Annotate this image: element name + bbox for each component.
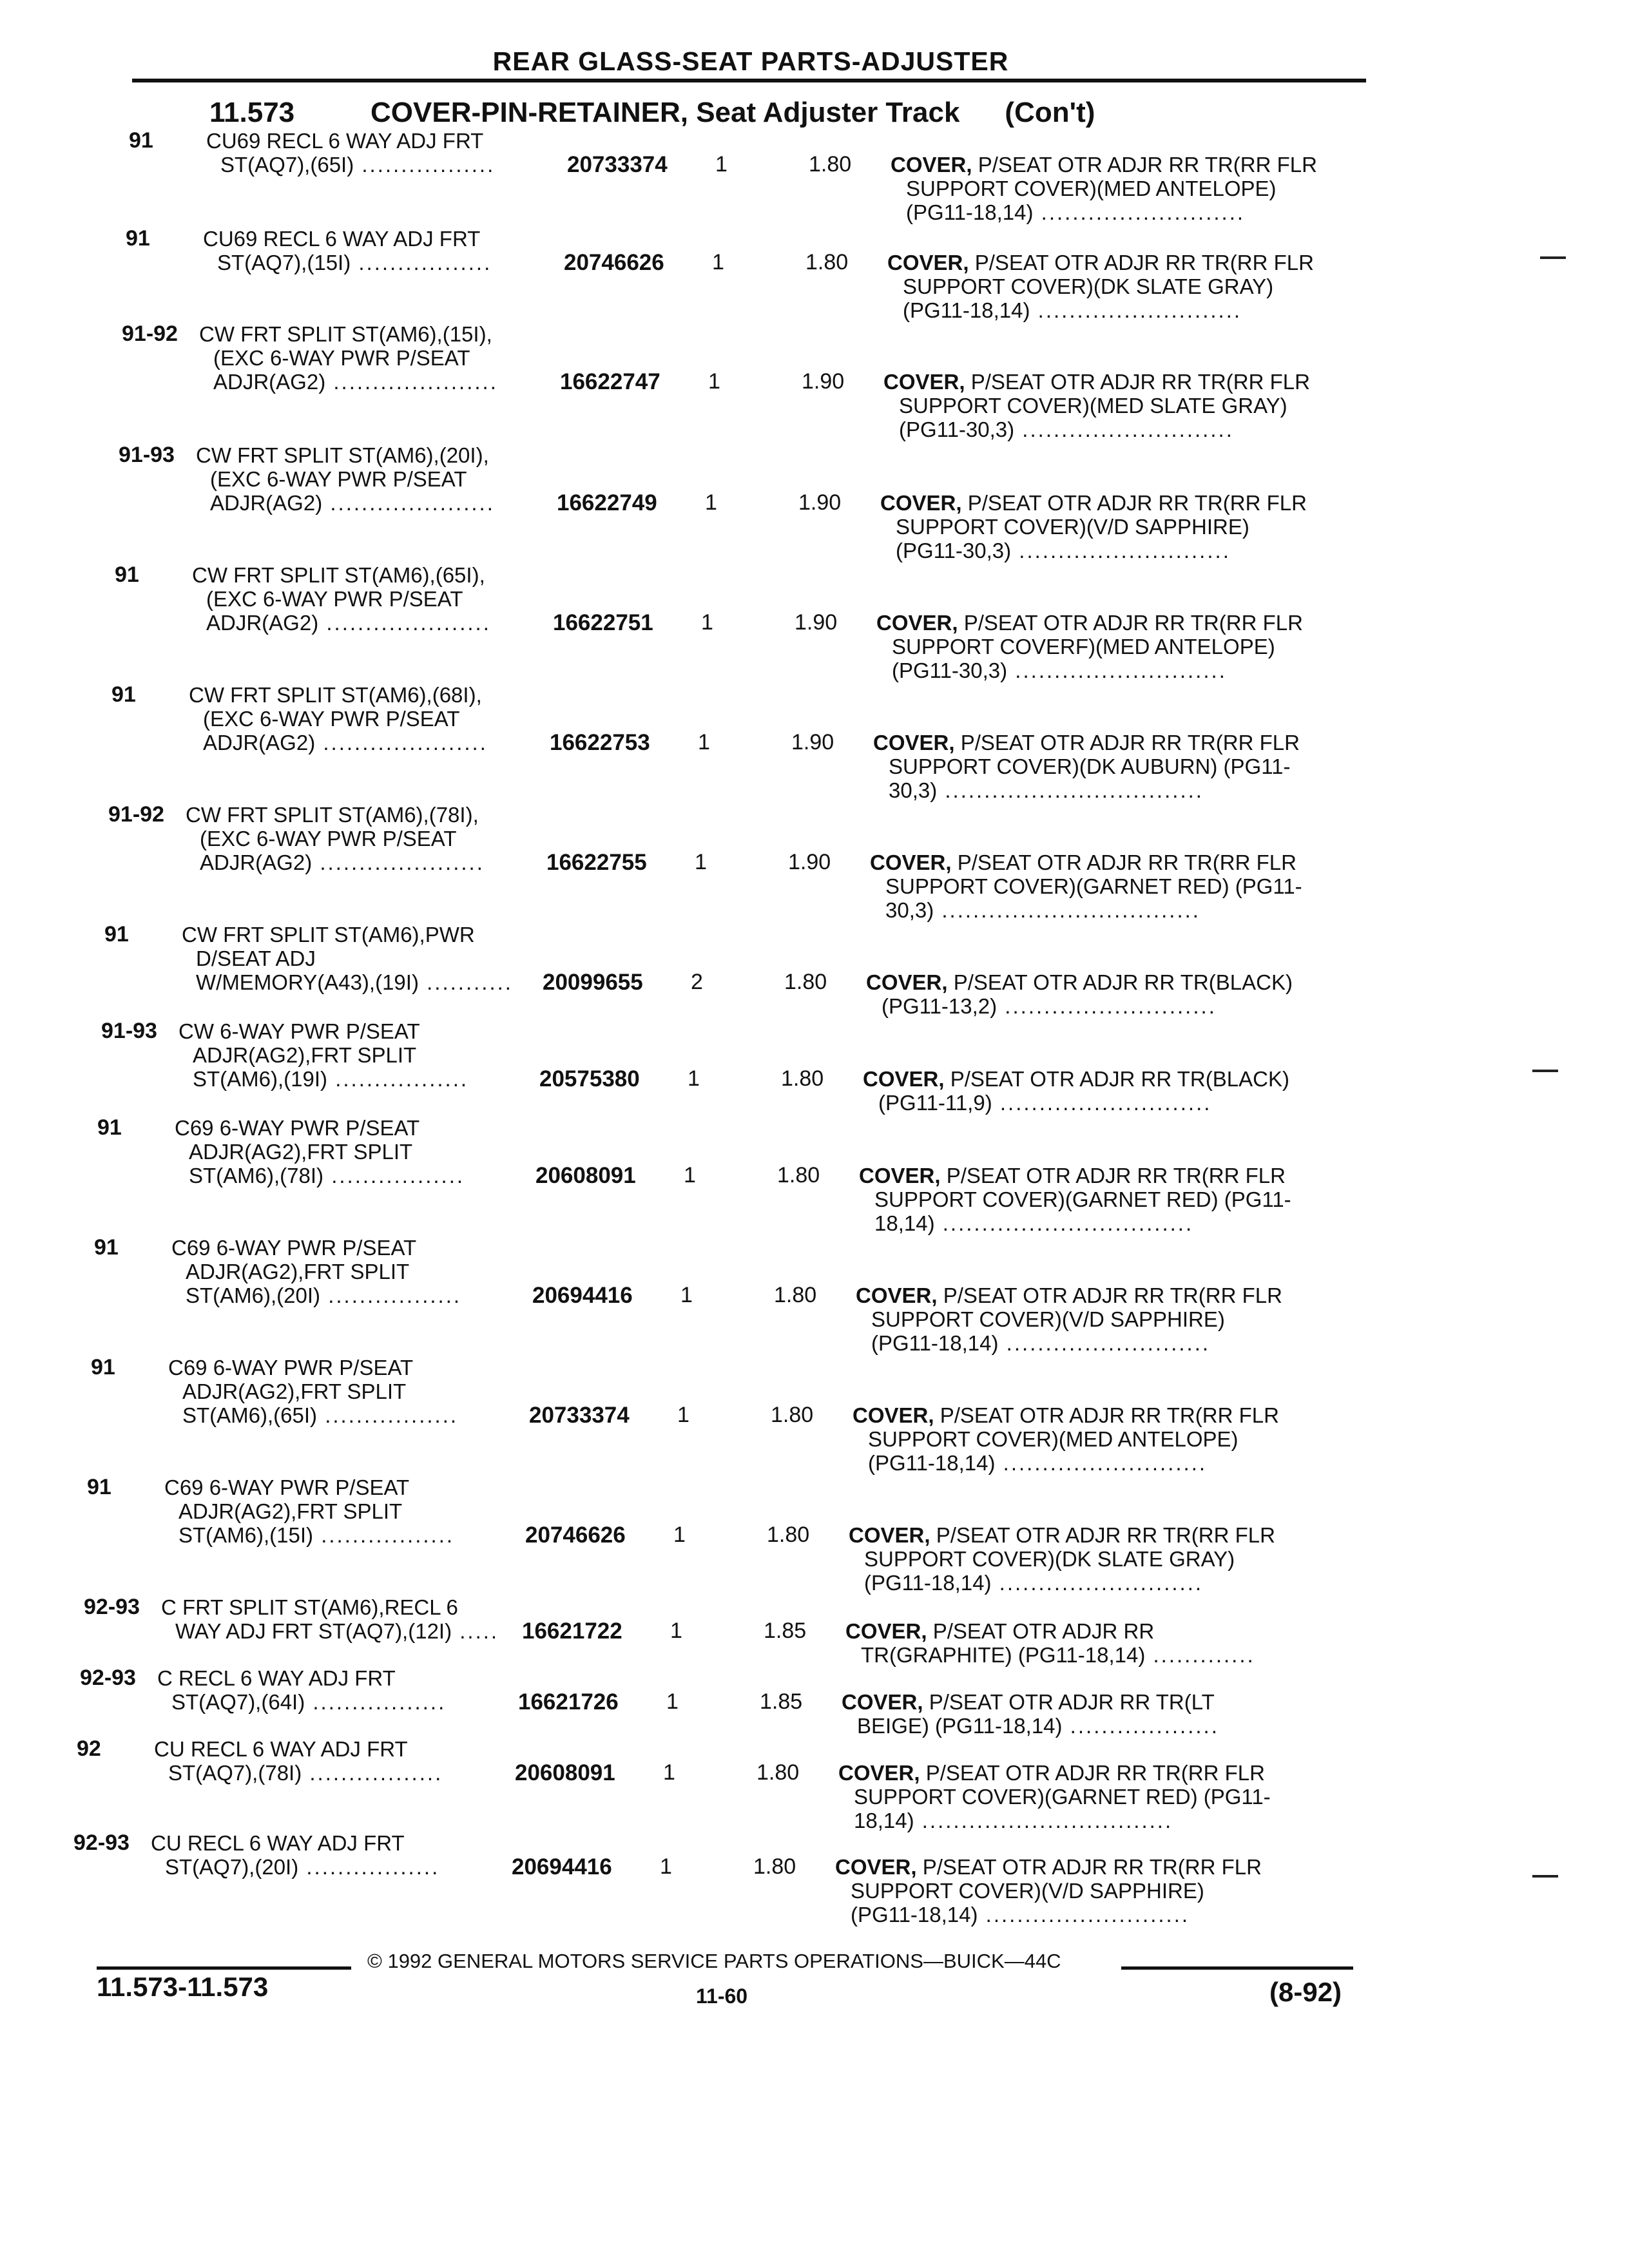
- leader-dots: ..........................: [995, 1451, 1208, 1475]
- application-description: [206, 129, 567, 177]
- part-description-line: SUPPORT COVER)(V/D SAPPHIRE): [896, 515, 1249, 539]
- part-number: 16622753: [550, 730, 650, 755]
- model-years: 91: [129, 128, 153, 153]
- description-line: (EXC 6-WAY PWR P/SEAT: [206, 587, 463, 611]
- part-number: 20694416: [512, 1854, 612, 1879]
- description-line: C FRT SPLIT ST(AM6),RECL 6: [161, 1595, 458, 1619]
- leader-dots: ................................: [934, 1211, 1194, 1235]
- part-description: [838, 1761, 1315, 1832]
- description-line: CW 6-WAY PWR P/SEAT: [178, 1019, 420, 1043]
- section-continued: (Con't): [1005, 97, 1095, 128]
- description-line: ADJR(AG2): [200, 850, 313, 874]
- quantity: 1: [701, 610, 713, 635]
- quantity: 1: [712, 250, 724, 274]
- part-number: 20694416: [532, 1283, 633, 1308]
- leader-dots: ..........................: [998, 1331, 1211, 1355]
- part-description-line: COVER, P/SEAT OTR ADJR RR: [845, 1619, 1155, 1643]
- description-line: ST(AM6),(65I): [182, 1403, 318, 1427]
- part-description-line: SUPPORT COVERF)(MED ANTELOPE): [892, 635, 1275, 658]
- description-line: CU69 RECL 6 WAY ADJ FRT: [206, 129, 484, 153]
- part-description-line: SUPPORT COVER)(V/D SAPPHIRE): [871, 1307, 1225, 1331]
- quantity: 1: [666, 1689, 679, 1714]
- model-years: 92-93: [73, 1831, 130, 1855]
- unit-value: 1.80: [767, 1523, 810, 1547]
- part-description-line: (PG11-18,14): [868, 1451, 996, 1475]
- application-description: [186, 803, 546, 874]
- description-line: C69 6-WAY PWR P/SEAT: [175, 1116, 420, 1140]
- quantity: 1: [684, 1163, 696, 1187]
- model-years: 92-93: [80, 1666, 136, 1690]
- footer-rule-left: [97, 1966, 351, 1970]
- description-line: C69 6-WAY PWR P/SEAT: [171, 1236, 417, 1260]
- part-description: [876, 611, 1353, 682]
- part-description-line: (PG11-30,3): [892, 658, 1008, 682]
- part-description-line: COVER, P/SEAT OTR ADJR RR TR(RR FLR: [835, 1855, 1262, 1879]
- application-description: [157, 1666, 518, 1714]
- margin-mark: [1532, 1875, 1558, 1878]
- margin-mark: [1532, 1070, 1558, 1072]
- leader-dots: .....................: [315, 731, 488, 754]
- model-years: 91: [111, 682, 136, 707]
- leader-dots: .................: [327, 1067, 469, 1091]
- part-description-line: COVER, P/SEAT OTR ADJR RR TR(RR FLR: [859, 1164, 1286, 1187]
- part-description-line: SUPPORT COVER)(GARNET RED) (PG11-: [874, 1187, 1291, 1211]
- part-description-line: COVER, P/SEAT OTR ADJR RR TR(BLACK): [863, 1067, 1289, 1091]
- description-line: CW FRT SPLIT ST(AM6),(20I),: [196, 443, 489, 467]
- part-description-line: TR(GRAPHITE) (PG11-18,14): [861, 1643, 1146, 1667]
- part-description-line: 30,3): [889, 778, 938, 802]
- description-line: ST(AQ7),(78I): [168, 1761, 302, 1785]
- part-number: 16621726: [518, 1689, 619, 1715]
- description-line: (EXC 6-WAY PWR P/SEAT: [210, 467, 467, 491]
- description-line: ST(AM6),(19I): [193, 1067, 328, 1091]
- application-description: [182, 923, 543, 994]
- model-years: 91: [115, 562, 139, 587]
- unit-value: 1.90: [788, 850, 831, 874]
- description-line: WAY ADJ FRT ST(AQ7),(12I): [175, 1619, 452, 1643]
- leader-dots: .................: [320, 1283, 462, 1307]
- application-description: [192, 563, 553, 635]
- part-description-line: COVER, P/SEAT OTR ADJR RR TR(RR FLR: [883, 370, 1310, 394]
- part-number: 16621722: [522, 1619, 622, 1644]
- model-years: 91-92: [122, 322, 178, 346]
- part-description-line: (PG11-18,14): [906, 200, 1034, 224]
- leader-dots: ...........................: [997, 994, 1217, 1018]
- quantity: 1: [673, 1523, 686, 1547]
- description-line: CW FRT SPLIT ST(AM6),PWR: [182, 923, 475, 947]
- model-years: 91: [87, 1475, 111, 1499]
- part-description-line: COVER, P/SEAT OTR ADJR RR TR(RR FLR: [870, 850, 1296, 874]
- quantity: 1: [677, 1403, 689, 1427]
- leader-dots: ..........................: [1033, 200, 1246, 224]
- part-number: 20746626: [564, 250, 664, 275]
- part-number: 20746626: [525, 1523, 626, 1548]
- page-header: REAR GLASS-SEAT PARTS-ADJUSTER: [492, 46, 1009, 76]
- application-description: [196, 443, 557, 515]
- leader-dots: .................................: [937, 778, 1204, 802]
- description-line: ST(AM6),(15I): [178, 1523, 314, 1547]
- part-description-line: COVER, P/SEAT OTR ADJR RR TR(BLACK): [866, 970, 1293, 994]
- unit-value: 1.90: [798, 490, 842, 515]
- unit-value: 1.90: [791, 730, 834, 754]
- part-description-line: (PG11-13,2): [882, 994, 998, 1018]
- application-description: [199, 322, 560, 394]
- part-description-line: COVER, P/SEAT OTR ADJR RR TR(RR FLR: [853, 1403, 1279, 1427]
- part-number: 16622751: [553, 610, 653, 635]
- unit-value: 1.80: [809, 152, 852, 177]
- leader-dots: ...........................: [1014, 418, 1234, 441]
- part-description-line: SUPPORT COVER)(MED ANTELOPE): [906, 177, 1277, 200]
- unit-value: 1.85: [764, 1619, 807, 1643]
- application-description: [164, 1475, 525, 1547]
- description-line: ST(AQ7),(65I): [220, 153, 354, 177]
- description-line: CU69 RECL 6 WAY ADJ FRT: [203, 227, 481, 251]
- application-description: [171, 1236, 532, 1307]
- model-years: 91: [97, 1115, 122, 1140]
- part-description-line: (PG11-18,14): [851, 1903, 978, 1927]
- application-description: [168, 1356, 529, 1427]
- part-description-line: SUPPORT COVER)(GARNET RED) (PG11-: [885, 874, 1302, 898]
- description-line: ST(AQ7),(15I): [217, 251, 351, 274]
- part-description-line: (PG11-30,3): [896, 539, 1012, 562]
- part-description: [891, 153, 1367, 224]
- leader-dots: ...................: [1062, 1714, 1219, 1738]
- part-number: 20608091: [535, 1163, 636, 1188]
- quantity: 1: [670, 1619, 682, 1643]
- description-line: W/MEMORY(A43),(19I): [196, 970, 419, 994]
- model-years: 92: [77, 1736, 101, 1761]
- leader-dots: .....................: [312, 850, 485, 874]
- model-years: 92-93: [84, 1595, 140, 1619]
- application-description: [154, 1737, 515, 1785]
- part-description-line: COVER, P/SEAT OTR ADJR RR TR(RR FLR: [876, 611, 1303, 635]
- part-description-line: SUPPORT COVER)(DK AUBURN) (PG11-: [889, 754, 1291, 778]
- part-description-line: COVER, P/SEAT OTR ADJR RR TR(RR FLR: [880, 491, 1307, 515]
- part-number: 16622747: [560, 369, 660, 394]
- part-description-line: SUPPORT COVER)(DK SLATE GRAY): [903, 274, 1274, 298]
- header-rule: [132, 79, 1366, 82]
- leader-dots: .................: [317, 1403, 459, 1427]
- leader-dots: ................................: [914, 1809, 1173, 1832]
- description-line: ST(AM6),(78I): [189, 1164, 324, 1187]
- part-description: [842, 1690, 1318, 1738]
- part-number: 20733374: [567, 152, 668, 177]
- model-years: 91-92: [108, 802, 164, 827]
- part-description-line: 18,14): [854, 1809, 914, 1832]
- quantity: 1: [708, 369, 720, 394]
- part-number: 16622755: [546, 850, 647, 875]
- description-line: ADJR(AG2),FRT SPLIT: [178, 1499, 403, 1523]
- description-line: CW FRT SPLIT ST(AM6),(15I),: [199, 322, 492, 346]
- unit-value: 1.80: [777, 1163, 820, 1187]
- leader-dots: ...........................: [1011, 539, 1231, 562]
- part-description: [866, 970, 1343, 1018]
- description-line: ADJR(AG2): [210, 491, 323, 515]
- part-number: 20099655: [543, 970, 643, 995]
- part-description-line: COVER, P/SEAT OTR ADJR RR TR(RR FLR: [873, 731, 1300, 754]
- quantity: 1: [705, 490, 717, 515]
- margin-mark: [1540, 256, 1566, 259]
- leader-dots: .................: [302, 1761, 443, 1785]
- description-line: C69 6-WAY PWR P/SEAT: [168, 1356, 414, 1379]
- description-line: ST(AM6),(20I): [186, 1283, 321, 1307]
- model-years: 91: [126, 226, 150, 251]
- description-line: ADJR(AG2),FRT SPLIT: [182, 1379, 407, 1403]
- description-line: CU RECL 6 WAY ADJ FRT: [154, 1737, 408, 1761]
- part-description-line: 18,14): [874, 1211, 935, 1235]
- description-line: (EXC 6-WAY PWR P/SEAT: [213, 346, 470, 370]
- unit-value: 1.80: [781, 1066, 824, 1091]
- description-line: CU RECL 6 WAY ADJ FRT: [151, 1831, 405, 1855]
- section-name: COVER-PIN-RETAINER, Seat Adjuster Track: [371, 97, 960, 128]
- part-description: [880, 491, 1357, 562]
- part-number: 20608091: [515, 1760, 615, 1785]
- model-years: 91-93: [101, 1019, 157, 1043]
- leader-dots: ..........................: [991, 1571, 1204, 1595]
- leader-dots: ...........: [418, 970, 513, 994]
- part-description-line: 30,3): [885, 898, 934, 922]
- page-number: 11-60: [696, 1984, 748, 2008]
- leader-dots: .................: [354, 153, 496, 177]
- application-description: [175, 1116, 535, 1187]
- leader-dots: ...........................: [992, 1091, 1212, 1115]
- part-description-line: COVER, P/SEAT OTR ADJR RR TR(LT: [842, 1690, 1215, 1714]
- part-description-line: COVER, P/SEAT OTR ADJR RR TR(RR FLR: [849, 1523, 1275, 1547]
- part-description-line: (PG11-11,9): [878, 1091, 992, 1115]
- part-description-line: SUPPORT COVER)(MED SLATE GRAY): [899, 394, 1287, 418]
- part-description: [873, 731, 1350, 802]
- quantity: 1: [680, 1283, 693, 1307]
- description-line: ADJR(AG2),FRT SPLIT: [193, 1043, 417, 1067]
- unit-value: 1.85: [760, 1689, 803, 1714]
- leader-dots: .....................: [325, 370, 498, 394]
- part-description-line: (PG11-18,14): [903, 298, 1030, 322]
- application-description: [189, 683, 550, 754]
- section-number: 11.573: [209, 97, 295, 128]
- part-description-line: (PG11-18,14): [871, 1331, 999, 1355]
- leader-dots: .....: [452, 1619, 499, 1643]
- description-line: ST(AQ7),(20I): [165, 1855, 299, 1879]
- leader-dots: ..........................: [1030, 298, 1242, 322]
- model-years: 91-93: [119, 443, 175, 467]
- unit-value: 1.80: [805, 250, 849, 274]
- leader-dots: .................: [298, 1855, 440, 1879]
- leader-dots: ..........................: [978, 1903, 1190, 1927]
- part-number: 20575380: [539, 1066, 640, 1091]
- quantity: 1: [698, 730, 710, 754]
- model-years: 91: [104, 922, 129, 947]
- part-description-line: (PG11-18,14): [864, 1571, 992, 1595]
- leader-dots: .............: [1145, 1643, 1255, 1667]
- quantity: 2: [691, 970, 703, 994]
- unit-value: 1.80: [771, 1403, 814, 1427]
- description-line: CW FRT SPLIT ST(AM6),(78I),: [186, 803, 479, 827]
- part-description-line: SUPPORT COVER)(GARNET RED) (PG11-: [854, 1785, 1271, 1809]
- unit-value: 1.90: [802, 369, 845, 394]
- description-line: ADJR(AG2),FRT SPLIT: [186, 1260, 410, 1283]
- leader-dots: .................: [313, 1523, 455, 1547]
- part-description-line: SUPPORT COVER)(V/D SAPPHIRE): [851, 1879, 1204, 1903]
- leader-dots: .................: [351, 251, 492, 274]
- leader-dots: ...........................: [1007, 658, 1227, 682]
- part-description-line: SUPPORT COVER)(DK SLATE GRAY): [864, 1547, 1235, 1571]
- part-description-line: SUPPORT COVER)(MED ANTELOPE): [868, 1427, 1239, 1451]
- part-description-line: COVER, P/SEAT OTR ADJR RR TR(RR FLR: [838, 1761, 1265, 1785]
- leader-dots: .....................: [318, 611, 491, 635]
- footer-section-range: 11.573-11.573: [97, 1972, 269, 2002]
- description-line: CW FRT SPLIT ST(AM6),(65I),: [192, 563, 485, 587]
- part-description-line: COVER, P/SEAT OTR ADJR RR TR(RR FLR: [887, 251, 1314, 274]
- application-description: [151, 1831, 512, 1879]
- unit-value: 1.90: [795, 610, 838, 635]
- description-line: ADJR(AG2): [213, 370, 326, 394]
- leader-dots: .................: [305, 1690, 447, 1714]
- part-description: [887, 251, 1364, 322]
- revision-date: (8-92): [1269, 1977, 1342, 2007]
- unit-value: 1.80: [784, 970, 827, 994]
- part-description: [883, 370, 1360, 441]
- description-line: C69 6-WAY PWR P/SEAT: [164, 1475, 410, 1499]
- description-line: C RECL 6 WAY ADJ FRT: [157, 1666, 396, 1690]
- part-description: [870, 850, 1347, 922]
- leader-dots: .....................: [322, 491, 495, 515]
- quantity: 1: [688, 1066, 700, 1091]
- description-line: D/SEAT ADJ: [196, 947, 316, 970]
- copyright-text: © 1992 GENERAL MOTORS SERVICE PARTS OPERATIONS—BUICK—44C: [367, 1950, 1061, 1972]
- quantity: 1: [715, 152, 728, 177]
- part-description-line: (PG11-30,3): [899, 418, 1015, 441]
- part-description-line: BEIGE) (PG11-18,14): [857, 1714, 1063, 1738]
- model-years: 91: [91, 1355, 115, 1379]
- application-description: [178, 1019, 539, 1091]
- part-description: [863, 1067, 1340, 1115]
- quantity: 1: [663, 1760, 675, 1785]
- footer-rule-right: [1121, 1966, 1353, 1970]
- application-description: [203, 227, 564, 274]
- part-description-line: COVER, P/SEAT OTR ADJR RR TR(RR FLR: [891, 153, 1317, 177]
- description-line: (EXC 6-WAY PWR P/SEAT: [203, 707, 460, 731]
- part-number: 16622749: [557, 490, 657, 515]
- unit-value: 1.80: [774, 1283, 817, 1307]
- quantity: 1: [695, 850, 707, 874]
- description-line: ADJR(AG2): [203, 731, 316, 754]
- leader-dots: .................................: [934, 898, 1200, 922]
- description-line: (EXC 6-WAY PWR P/SEAT: [200, 827, 457, 850]
- unit-value: 1.80: [757, 1760, 800, 1785]
- part-description: [859, 1164, 1336, 1235]
- quantity: 1: [660, 1854, 672, 1879]
- model-years: 91: [94, 1235, 119, 1260]
- description-line: ADJR(AG2): [206, 611, 319, 635]
- part-description: [849, 1523, 1325, 1595]
- part-description: [853, 1403, 1329, 1475]
- application-description: [161, 1595, 522, 1643]
- part-number: 20733374: [529, 1403, 630, 1428]
- description-line: ST(AQ7),(64I): [171, 1690, 305, 1714]
- description-line: ADJR(AG2),FRT SPLIT: [189, 1140, 413, 1164]
- part-description: [845, 1619, 1322, 1667]
- description-line: CW FRT SPLIT ST(AM6),(68I),: [189, 683, 482, 707]
- part-description: [856, 1283, 1333, 1355]
- part-description: [835, 1855, 1312, 1927]
- unit-value: 1.80: [753, 1854, 796, 1879]
- leader-dots: .................: [323, 1164, 465, 1187]
- part-description-line: COVER, P/SEAT OTR ADJR RR TR(RR FLR: [856, 1283, 1282, 1307]
- section-title: [209, 97, 1095, 129]
